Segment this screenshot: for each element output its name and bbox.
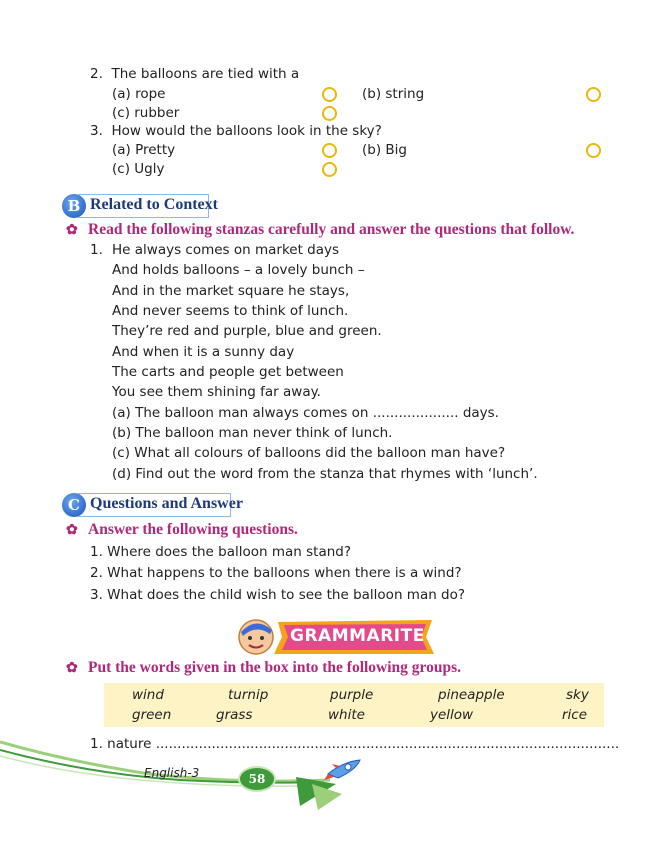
page-number: 58 bbox=[238, 766, 276, 792]
footer-label: English-3 bbox=[144, 766, 200, 780]
section-c-instruction: ✿ Answer the following questions. bbox=[66, 521, 298, 538]
section-badge: B bbox=[62, 194, 86, 218]
stanza-line: You see them shining far away. bbox=[112, 384, 321, 400]
section-c-heading bbox=[62, 493, 242, 519]
word: turnip bbox=[228, 687, 269, 703]
word: wind bbox=[132, 687, 164, 703]
q2-option-a: (a) rope bbox=[112, 86, 166, 102]
context-question: (b) The balloon man never think of lunch. bbox=[112, 425, 393, 441]
flower-bullet-icon: ✿ bbox=[66, 661, 78, 676]
question-3: 3. How would the balloons look in the sky? bbox=[90, 123, 382, 139]
context-question: (c) What all colours of balloons did the balloon man have? bbox=[112, 445, 506, 461]
grammarite-banner bbox=[236, 616, 436, 658]
qa-question: 1. Where does the balloon man stand? bbox=[90, 544, 352, 560]
answer-circle-icon[interactable] bbox=[322, 87, 337, 102]
stanza-line: And holds balloons – a lovely bunch – bbox=[112, 262, 365, 278]
word: pineapple bbox=[438, 687, 505, 703]
answer-circle-icon[interactable] bbox=[322, 162, 337, 177]
word: white bbox=[328, 707, 365, 723]
section-b-instruction: ✿ Read the following stanzas carefully and answer the questions that follow. bbox=[66, 221, 575, 238]
word: purple bbox=[330, 687, 374, 703]
stanza-line: The carts and people get between bbox=[112, 364, 344, 380]
q3-option-a: (a) Pretty bbox=[112, 142, 176, 158]
stanza-line: He always comes on market days bbox=[112, 242, 340, 258]
rocket-icon bbox=[324, 756, 364, 782]
answer-circle-icon[interactable] bbox=[322, 143, 337, 158]
qa-question: 3. What does the child wish to see the balloon man do? bbox=[90, 587, 466, 603]
q2-option-b: (b) string bbox=[362, 86, 425, 102]
grammar-instruction: ✿ Put the words given in the box into the following groups. bbox=[66, 659, 462, 676]
q2-option-c: (c) rubber bbox=[112, 105, 180, 121]
word: green bbox=[132, 707, 172, 723]
section-badge: C bbox=[62, 493, 86, 517]
qa-question: 2. What happens to the balloons when there is a wind? bbox=[90, 565, 462, 581]
stanza-number: 1. bbox=[90, 242, 103, 258]
section-b-heading bbox=[62, 194, 222, 220]
answer-circle-icon[interactable] bbox=[586, 143, 601, 158]
banner-title: GRAMMARITE bbox=[290, 626, 425, 646]
section-title: Questions and Answer bbox=[90, 495, 243, 512]
q3-option-b: (b) Big bbox=[362, 142, 407, 158]
question-2: 2. The balloons are tied with a bbox=[90, 66, 300, 82]
stanza-line: And when it is a sunny day bbox=[112, 344, 295, 360]
q3-option-c: (c) Ugly bbox=[112, 161, 165, 177]
word-box bbox=[104, 683, 604, 727]
word: grass bbox=[216, 707, 253, 723]
section-title: Related to Context bbox=[90, 196, 218, 213]
context-question: (a) The balloon man always comes on .................... days. bbox=[112, 405, 499, 421]
word: rice bbox=[562, 707, 588, 723]
flower-bullet-icon: ✿ bbox=[66, 523, 78, 538]
stanza-line: And never seems to think of lunch. bbox=[112, 303, 349, 319]
context-question: (d) Find out the word from the stanza that rhymes with ‘lunch’. bbox=[112, 466, 538, 482]
footer-swoosh bbox=[0, 722, 667, 847]
flower-bullet-icon: ✿ bbox=[66, 223, 78, 238]
stanza-line: And in the market square he stays, bbox=[112, 283, 350, 299]
stanza-line: They’re red and purple, blue and green. bbox=[112, 323, 382, 339]
word: sky bbox=[566, 687, 589, 703]
group-nature-answer-line[interactable]: 1. nature ............................................................................................................ bbox=[90, 736, 620, 752]
word: yellow bbox=[430, 707, 474, 723]
answer-circle-icon[interactable] bbox=[322, 106, 337, 121]
answer-circle-icon[interactable] bbox=[586, 87, 601, 102]
